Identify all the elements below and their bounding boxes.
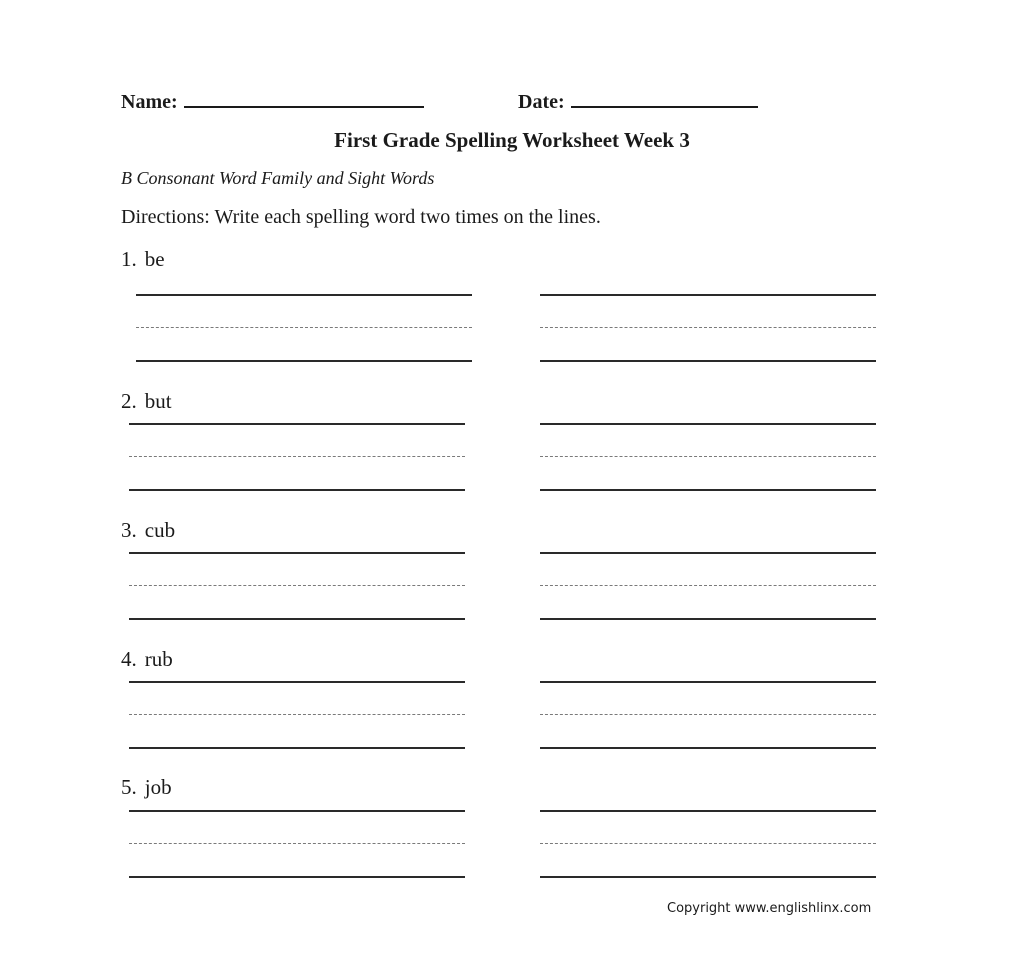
writing-mid-line: [136, 327, 472, 328]
word-number: 5.: [121, 775, 137, 799]
writing-mid-line: [129, 714, 465, 715]
spelling-word: job: [144, 775, 172, 799]
date-group: [518, 86, 758, 116]
writing-mid-line: [540, 327, 876, 328]
writing-top-line: [540, 810, 876, 812]
writing-base-line: [129, 618, 465, 620]
writing-base-line: [540, 489, 876, 491]
word-item-4: [121, 645, 173, 673]
date-label: Date:: [518, 91, 565, 113]
writing-base-line: [540, 618, 876, 620]
directions-text: Directions: Write each spelling word two times on the lines.: [121, 206, 601, 228]
writing-base-line: [129, 876, 465, 878]
word-number: 1.: [121, 247, 137, 271]
writing-base-line: [129, 489, 465, 491]
spelling-word: cub: [144, 518, 176, 542]
date-field-line: [571, 86, 758, 108]
word-item-1: [121, 245, 165, 273]
spelling-word: be: [144, 247, 165, 271]
spelling-word: rub: [144, 647, 173, 671]
header-row: [121, 86, 565, 116]
writing-base-line: [540, 876, 876, 878]
writing-base-line: [129, 747, 465, 749]
writing-base-line: [540, 360, 876, 362]
word-item-5: [121, 773, 172, 801]
spelling-word: but: [144, 389, 172, 413]
name-label: Name:: [121, 91, 178, 113]
writing-mid-line: [540, 714, 876, 715]
writing-top-line: [129, 552, 465, 554]
writing-mid-line: [540, 456, 876, 457]
word-number: 3.: [121, 518, 137, 542]
writing-top-line: [129, 681, 465, 683]
writing-top-line: [540, 681, 876, 683]
writing-top-line: [540, 423, 876, 425]
copyright-notice: Copyright www.englishlinx.com: [667, 901, 872, 916]
writing-base-line: [136, 360, 472, 362]
writing-top-line: [129, 423, 465, 425]
writing-mid-line: [540, 843, 876, 844]
writing-top-line: [136, 294, 472, 296]
writing-top-line: [540, 294, 876, 296]
worksheet-title: First Grade Spelling Worksheet Week 3: [334, 128, 690, 152]
writing-mid-line: [129, 585, 465, 586]
word-number: 2.: [121, 389, 137, 413]
writing-top-line: [129, 810, 465, 812]
writing-mid-line: [129, 456, 465, 457]
word-item-2: [121, 387, 172, 415]
name-field-line: [184, 86, 424, 108]
writing-mid-line: [129, 843, 465, 844]
word-number: 4.: [121, 647, 137, 671]
writing-mid-line: [540, 585, 876, 586]
writing-top-line: [540, 552, 876, 554]
word-item-3: [121, 516, 175, 544]
writing-base-line: [540, 747, 876, 749]
worksheet-subtitle: B Consonant Word Family and Sight Words: [121, 168, 435, 188]
